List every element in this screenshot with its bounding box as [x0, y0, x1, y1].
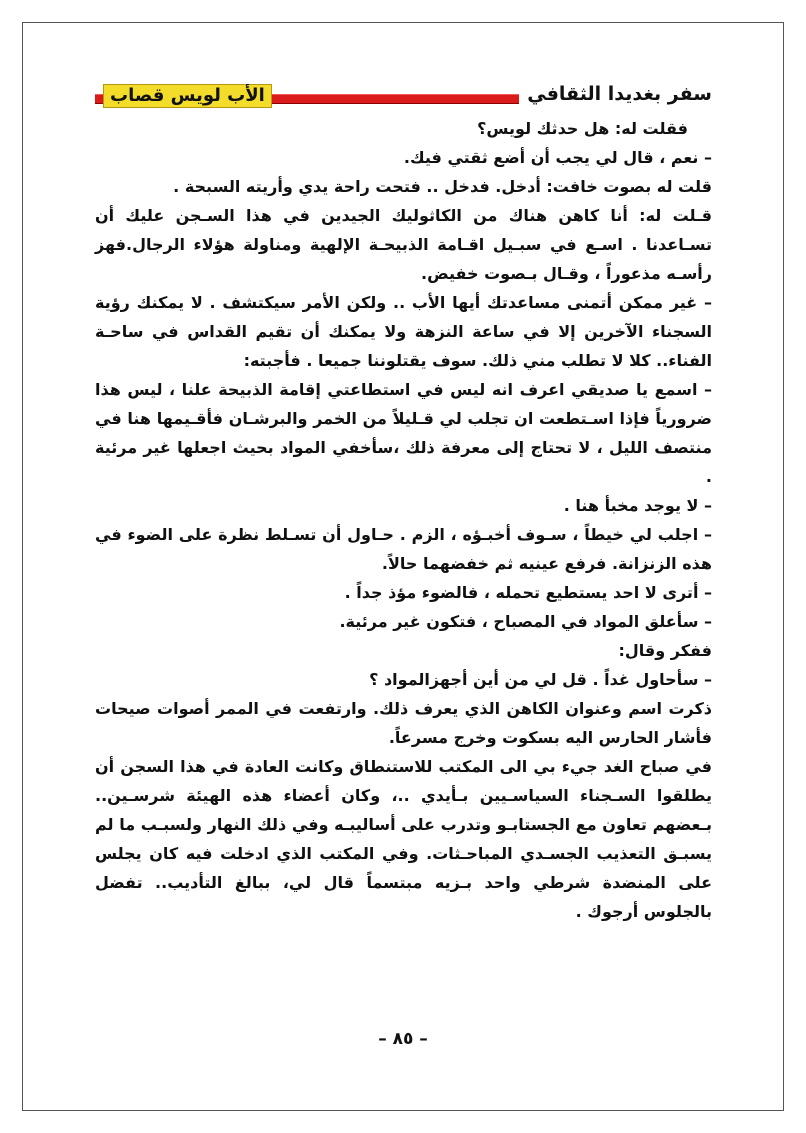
paragraph: – اجلب لي خيطاً ، سـوف أخبـؤه ، الزم . حـاول أن تسـلط نظرة على الضوء في هذه الزنزانة. فرفع عينيه ثم خفضهما حالاً.: [95, 525, 712, 573]
header-book-title: سفر بغديدا الثقافي: [519, 82, 712, 106]
paragraph: – سأعلق المواد في المصباح ، فتكون غير مرئية.: [339, 612, 712, 631]
paragraph: قلت له بصوت خافت: أدخل. فدخل .. فتحت راحة يدي وأريته السبحة .: [173, 177, 712, 196]
header-author: الأب لويس قصاب: [103, 84, 272, 108]
paragraph: – سأحاول غداً . قل لي من أين أجهزالمواد ؟: [369, 670, 712, 689]
page-header: [95, 83, 712, 106]
paragraph: – لا يوجد مخبأ هنا .: [563, 496, 712, 515]
paragraph: في صباح الغد جيء بي الى المكتب للاستنطاق وكانت العادة في هذا السجن أن يطلقوا السـجناء السياسـيين بـأيدي ..، وكان أعضاء هذه الهيئة شرسـين.. بـعضهم تعاون مع الجستابـو وتدرب على أساليبـه وفي ذلك النهار ولسبـب ما لم يسبـق التعذيب الجسـدي المباحـثات. وفي المكتب الذي ادخلت فيه كان يجلس على المنضدة شرطي واحد بـزيه مبتسماً قال لي، ببالغ التأديب.. تفضل بالجلوس أرجوك .: [95, 757, 712, 921]
paragraph: فقلت له: هل حدثك لويس؟: [477, 119, 688, 138]
paragraph: قـلت له: أنا كاهن هناك من الكاثوليك الجيدين في هذا السـجن عليك أن تسـاعدنا . اسـع في سبـيل اقـامة الذبيحـة الإلهية ومناولة هؤلاء الرجال.فهز رأسـه مذعوراً ، وقـال بـصوت خفيض.: [95, 206, 712, 283]
paragraph: ذكرت اسم وعنوان الكاهن الذي يعرف ذلك. وارتفعت في الممر أصوات صيحات فأشار الحارس اليه بسكوت وخرج مسرعاً.: [95, 699, 712, 747]
paragraph: – اسمع يا صديقي اعرف انه ليس في استطاعتي إقامة الذبيحة علنا ، ليس هذا ضرورياً فإذا اسـتطعت ان تجلب لي قـليلاً من الخمر والبرشـان فأقـيمها هنا في منتصف الليل ، لا تحتاج إلى معرفة ذلك ،سأخفي المواد بحيث اجعلها غير مرئية .: [95, 380, 712, 486]
page-number: – ٨٥ –: [378, 1029, 428, 1049]
page-body: [95, 114, 712, 926]
paragraph: – أترى لا احد يستطيع تحمله ، فالضوء مؤذ جداً .: [344, 583, 712, 602]
paragraph: – نعم ، قال لي يجب أن أضع ثقتي فيك.: [403, 148, 712, 167]
paragraph: – غير ممكن أتمنى مساعدتك أيها الأب .. ولكن الأمر سيكتشف . لا يمكنك رؤية السجناء الآخرين إلا في ساعة النزهة ولا يمكنك أن تقيم القداس في ساحـة الفناء.. كلا لا تطلب مني ذلك. سوف يقتلوننا جميعا . فأجبته:: [95, 293, 712, 370]
paragraph: ففكر وقال:: [618, 641, 712, 660]
